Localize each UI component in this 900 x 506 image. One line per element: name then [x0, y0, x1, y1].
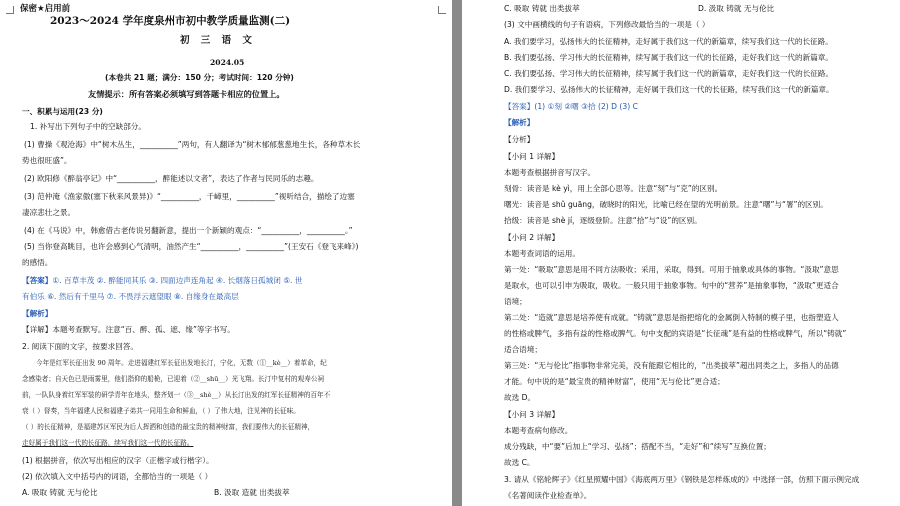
- answer-text: ①. 百草丰茂 ②. 醉能同其乐 ③. 四面边声连角起 ④. 长烟落日孤城闭 ⑤. 世: [52, 276, 303, 285]
- question-1-1: (1) 曹操《观沧海》中“树木丛生，__________”两句，有人翻译为“树木郁郁葱葱地生长，各种草木长: [24, 140, 361, 149]
- choice-d: D. 汲取 铸就 无与伦比: [698, 4, 775, 13]
- explanation-line: 第一处：“吸取”意思是用不同方法吸收；采用，采取，得到。可用于抽象或具体的事物。“汲取”意思: [504, 265, 839, 274]
- explanation-line: 第三处：“无与伦比”指事物非常完美，没有能跟它相比的，“出类拔萃”超出同类之上，多指人的品德: [504, 361, 839, 370]
- explanation-line: 刻骨：读音是 kè yì，用上全部心思等。注意“刻”与“克”的区别。: [504, 184, 723, 193]
- sub-question-heading: 【小问 1 详解】: [504, 152, 560, 161]
- option-d: D. 我们要学习、弘扬伟大的长征精神，走好属于我们这一代的长征路，续写我们这一代的新篇章。: [504, 85, 834, 94]
- answer-label: 【答案】: [22, 276, 53, 285]
- explanation-line: 曙光：读音是 shǔ guāng，破晓时的阳光，比喻已经在望的光明前景。注意“曙”与“署”的区别。: [504, 200, 828, 209]
- question-1: 1. 补写出下列句子中的空缺部分。: [30, 122, 146, 131]
- reminder: 友情提示：所有答案必须填写到答题卡相应的位置上。: [88, 89, 285, 99]
- passage-line: 念感染者；自天色已是雨雾里，他们指仰的船桅，已迎着（②__shū__）光飞翔。长汀中复村的观寿公祠: [22, 375, 325, 383]
- question-2-3: (3) 文中画横线的句子有语病，下列修改最恰当的一项是（ ）: [504, 20, 710, 29]
- explanation-line: 拾级：读音是 shè jí，逐级登阶。注意“拾”与“设”的区别。: [504, 216, 702, 225]
- passage-line: 今年是红军长征出发 90 周年。走进福建红军长征出发地长汀，宁化，无数（①__kè__）着革命，纪: [36, 359, 327, 367]
- sub-question-heading: 【小问 2 详解】: [504, 233, 560, 242]
- choice-b: B. 汲取 造就 出类拔萃: [214, 488, 290, 497]
- option-c: C. 我们要弘扬、学习伟大的长征精神，续写属于我们这一代的新篇章，走好我们这一代的长征路。: [504, 69, 834, 78]
- analysis-label: 【解析】: [504, 118, 535, 127]
- analysis-label: 【解析】: [22, 309, 53, 318]
- explanation-line: 是取水，也可以引申为吸取，吸收。一般只用于抽象事物。句中的“营养”是抽象事物，“汲取”更适合: [504, 281, 839, 290]
- explanation-line: 本题考查根据拼音写汉字。: [504, 168, 596, 177]
- explanation-line: 故选 C。: [504, 458, 535, 467]
- explanation-line: 语境；: [504, 297, 527, 306]
- explanation-line: 适合语境；: [504, 345, 542, 354]
- question-1-3-cont: 凄凉悲壮之景。: [22, 208, 76, 217]
- section-heading: 一、积累与运用(23 分): [22, 107, 103, 116]
- explanation-line: 才能。句中说的是“最宝贵的精神财富”，使用“无与伦比”更合适；: [504, 377, 725, 386]
- question-1-5: (5) 当你登高眺目，也许会感到心气清明，油然产生“__________，__________”(王安石《登飞来峰》): [24, 242, 359, 251]
- crop-mark: [6, 6, 14, 14]
- exam-title: 2023～2024 学年度泉州市初中教学质量监测(二): [50, 15, 291, 27]
- question-2-1: (1) 根据拼音，依次写出相应的汉字（正楷字或行楷字）。: [22, 456, 214, 465]
- question-2-2: (2) 依次填入文中括号内的词语，全都恰当的一项是（ ）: [22, 472, 213, 481]
- right-page: [462, 0, 900, 506]
- passage-underlined: 走好属于我们这一代的长征路，续写我们这一代的长征路。: [22, 439, 194, 447]
- secret-label: 保密★启用前: [20, 4, 71, 14]
- subject-title: 初 三 语 文: [180, 35, 256, 46]
- answer-1: [22, 276, 302, 286]
- explanation-line: 的性格或脾气，多指有益的性格或脾气。句中支配的宾语是“长征魂”是有益的性格或脾气，所以“铸就”: [504, 329, 847, 338]
- sub-question-heading: 【小问 3 详解】: [504, 410, 560, 419]
- explanation-line: 本题考查病句修改。: [504, 426, 573, 435]
- answer-1-cont: 有伯乐 ⑥. 然后有千里马 ⑦. 不畏浮云遮望眼 ⑧. 自缘身在最高层: [22, 292, 239, 301]
- passage-line: 衰（ ）督奏，当年福建人民和福建子弟共一同用生命和鲜血，（ ）了伟大地，注见神的长征味。: [22, 407, 300, 415]
- question-1-5-cont: 的感悟。: [22, 258, 53, 267]
- exam-info: (本卷共 21 题；满分：150 分；考试时间：120 分钟): [105, 73, 294, 82]
- fenxi-label: 【分析】: [504, 135, 535, 144]
- question-1-4: (4) 在《马说》中，韩愈借古老传说另翻新意，提出一个新颖的观点：“__________，__________。”: [24, 226, 353, 235]
- explanation-line: 成分残缺，中“要”后加上“学习、弘扬”；搭配不当，“走好”和“续写”互换位置；: [504, 442, 771, 451]
- detail-1: 【详解】本题考查默写。注意“百、醉、孤、遮、缘”等字书写。: [22, 325, 235, 334]
- explanation-line: 第二处：“造就”意思是培养使有成就。“铸就”意思是指把熔化的金属倒入特制的模子里，也指塑造人: [504, 313, 839, 322]
- question-2: 2. 阅读下面的文字，按要求回答。: [22, 342, 138, 351]
- passage-line: （ ）的长征精神，是福建苏区军民为后人挥洒和创造的最宝贵的精神财富，我们要伟大的长征精神，: [22, 423, 315, 431]
- question-1-1-cont: 势也很旺盛”。: [22, 156, 72, 165]
- explanation-line: 故选 D。: [504, 393, 536, 402]
- exam-date: 2024.05: [210, 58, 245, 67]
- question-1-2: (2) 欧阳修《醉翁亭记》中“__________，醉能述以文者”，表达了作者与民同乐的志趣。: [24, 174, 319, 183]
- option-a: A. 我们要学习，弘扬伟大的长征精神，走好属于我们这一代的新篇章，续写我们这一代的长征路。: [504, 37, 833, 46]
- passage-line: 前，一队队身着红军军装的研学青年在地头，整齐划一（③__shè__）从长汀出发的红军长征精神的百年不: [22, 391, 331, 399]
- question-1-3: (3) 范仲淹《渔家傲(塞下秋来风景异)》“__________，千嶂里，__________”视听结合，描绘了边塞: [24, 192, 355, 201]
- explanation-line: 本题考查词语的运用。: [504, 249, 580, 258]
- question-3: 3. 请从《铭轮辉子》《红星照耀中国》《海底两万里》《钢铁是怎样炼成的》中选择一部，仿照下面示例完成: [504, 475, 860, 484]
- crop-mark: [438, 6, 446, 14]
- option-b: B. 我们要弘扬、学习伟大的长征精神，续写属于我们这一代的长征路，走好我们这一代的新篇章。: [504, 53, 833, 62]
- question-3-cont: 《名著阅读作业检查单》。: [504, 491, 592, 500]
- choice-c: C. 吸取 铸就 出类拔萃: [504, 4, 580, 13]
- answer-2: 【答案】(1) ①刻 ②曙 ③拾 (2) D (3) C: [504, 102, 638, 111]
- choice-a: A. 吸取 铸就 无与伦比: [22, 488, 98, 497]
